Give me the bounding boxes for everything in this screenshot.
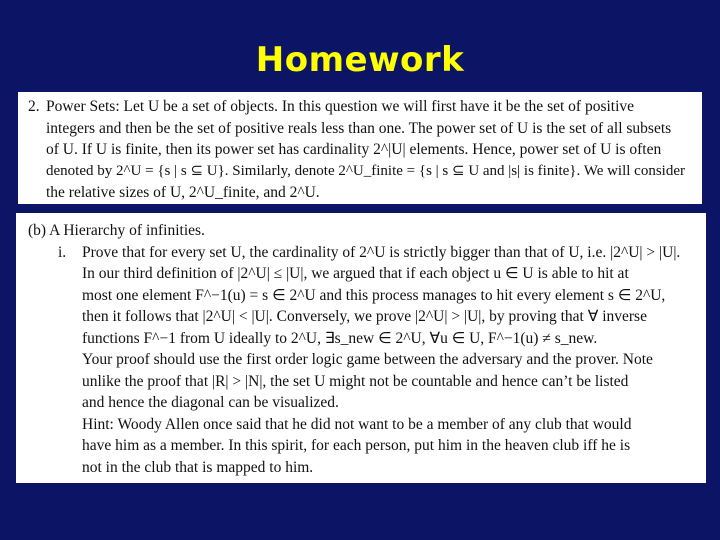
q2-line: integers and then be the set of positive reals less than one. The power set of U is the set of all subsets xyxy=(46,119,672,137)
slide-title: Homework xyxy=(255,40,465,80)
item-i xyxy=(28,242,688,479)
q2-line: Power Sets: Let U be a set of objects. In this question we will first have it be the set of positive xyxy=(46,98,635,115)
question-2 xyxy=(28,96,694,204)
item-line: and hence the diagonal can be visualized. xyxy=(82,394,339,411)
item-line: unlike the proof that |R| > |N|, the set U might not be countable and hence can’t be listed xyxy=(82,372,629,390)
question-number: 2. xyxy=(28,98,40,115)
question-2-excerpt xyxy=(18,92,702,204)
item-line: not in the club that is mapped to him. xyxy=(82,458,314,476)
q2-line: the relative sizes of U, 2^U_finite, and 2^U. xyxy=(46,184,320,201)
item-line: most one element F^−1(u) = s ∈ 2^U and this process manages to hit every element s ∈ 2^U, xyxy=(82,286,666,304)
part-b-heading-row xyxy=(28,220,688,242)
q2-line: denoted by 2^U = {s | s ⊆ U}. Similarly, denote 2^U_finite = {s | s ⊆ U and |s| is finite}. We will consider xyxy=(46,162,686,179)
q2-line: of U. If U is finite, then its power set has cardinality 2^|U| elements. Hence, power set of U is often xyxy=(46,141,662,158)
item-line: functions F^−1 from U ideally to 2^U, ∃s_new ∈ 2^U, ∀u ∈ U, F^−1(u) ≠ s_new. xyxy=(82,329,598,347)
item-line: Hint: Woody Allen once said that he did not want to be a member of any club that would xyxy=(82,415,632,433)
part-b-excerpt xyxy=(16,213,706,483)
item-label: i. xyxy=(58,243,67,261)
part-heading: A Hierarchy of infinities. xyxy=(49,222,205,239)
item-line: In our third definition of |2^U| ≤ |U|, we argued that if each object u ∈ U is able to hit at xyxy=(82,265,629,282)
item-line: then it follows that |2^U| < |U|. Conversely, we prove |2^U| > |U|, by proving that ∀ inverse xyxy=(82,308,647,325)
part-label: (b) xyxy=(28,222,47,239)
item-line: Your proof should use the first order logic game between the adversary and the prover. Note xyxy=(82,351,653,368)
item-line: have him as a member. In this spirit, for each person, put him in the heaven club iff he is xyxy=(82,437,631,454)
item-line: Prove that for every set U, the cardinality of 2^U is strictly bigger than that of U, i.e. |2^U| > |U|. xyxy=(82,243,681,261)
